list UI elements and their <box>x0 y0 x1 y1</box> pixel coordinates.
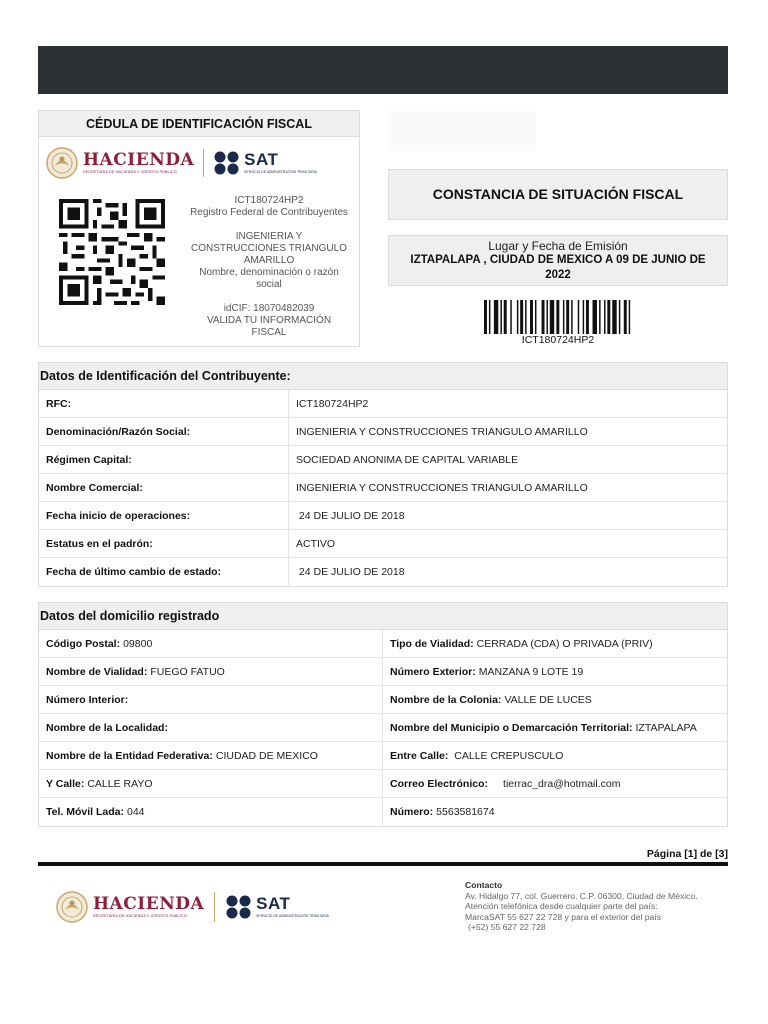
barcode-bar <box>619 300 620 334</box>
cedula-logos <box>45 143 355 183</box>
domicilio-cell-value: 5563581674 <box>436 806 495 818</box>
footer-hacienda-logo <box>55 890 204 924</box>
sat-emblem-icon <box>213 150 241 176</box>
barcode-bar <box>494 300 498 334</box>
contact-line4: (+52) 55 627 22 728 <box>468 922 546 933</box>
barcode-bar <box>530 300 533 334</box>
ident-row <box>39 390 727 418</box>
footer-sat-wordmark: SAT <box>256 894 291 913</box>
domicilio-cell-value: 044 <box>126 806 145 818</box>
cedula-idcif: idCIF: 18070482039 <box>223 303 315 314</box>
domicilio-cell <box>383 658 727 685</box>
contact-heading: Contacto <box>465 880 503 890</box>
domicilio-cell-label: Tipo de Vialidad: <box>390 637 474 650</box>
barcode-bar <box>563 300 564 334</box>
domicilio-cell-value: CALLE RAYO <box>87 777 153 790</box>
cedula-info <box>189 195 349 339</box>
barcode-bar <box>542 300 545 334</box>
contact-line3: MarcaSAT 55 627 22 728 y para el exterior del país <box>465 911 662 922</box>
contact-line1: Av. Hidalgo 77, col. Guerrero, C.P. 06300, Ciudad de México. <box>465 890 698 901</box>
mexico-seal-icon <box>45 146 79 180</box>
barcode-bar <box>517 300 518 334</box>
barcode-bar <box>571 300 572 334</box>
ident-row <box>39 446 727 474</box>
barcode-bar <box>504 300 507 334</box>
cedula-name-caption2: social <box>256 279 282 290</box>
barcode <box>484 300 632 334</box>
footer-sat-logo <box>225 894 329 920</box>
sat-logo <box>213 150 317 176</box>
domicilio-row <box>39 798 727 826</box>
emision-value-line1: IZTAPALAPA , CIUDAD DE MEXICO A 09 DE JUNIO DE <box>410 254 706 266</box>
barcode-bar <box>484 300 487 334</box>
ident-row-value: SOCIEDAD ANONIMA DE CAPITAL VARIABLE <box>296 453 519 466</box>
footer-sat-subtitle: SERVICIO DE ADMINISTRACIÓN TRIBUTARIA <box>256 914 329 918</box>
contact-block <box>465 880 728 933</box>
ident-row-value: ACTIVO <box>296 537 336 550</box>
domicilio-cell-label: Nombre de la Entidad Federativa: <box>46 749 213 762</box>
domicilio-row <box>39 714 727 742</box>
barcode-bar <box>629 300 630 334</box>
ident-row-value: ICT180724HP2 <box>296 397 369 410</box>
domicilio-cell-value: 09800 <box>123 637 153 650</box>
cedula-rfc: ICT180724HP2 <box>234 195 304 206</box>
constancia-title: CONSTANCIA DE SITUACIÓN FISCAL <box>388 169 728 220</box>
domicilio-cell-label: Número Exterior: <box>390 665 476 678</box>
footer-divider <box>38 862 728 866</box>
domicilio-cell-label: Nombre de la Colonia: <box>390 693 502 706</box>
blank-box <box>388 111 536 151</box>
cedula-valida2: FISCAL <box>251 327 287 338</box>
domicilio-row <box>39 630 727 658</box>
ident-row <box>39 418 727 446</box>
emision-box <box>388 235 728 286</box>
barcode-bar <box>550 300 554 334</box>
barcode-bar <box>586 300 589 334</box>
domicilio-cell-label: Entre Calle: <box>390 749 449 762</box>
domicilio-cell-value: IZTAPALAPA <box>635 721 697 734</box>
footer-sat-emblem-icon <box>225 894 253 920</box>
domicilio-row <box>39 686 727 714</box>
domicilio-cell <box>39 770 383 797</box>
footer-mexico-seal-icon <box>55 890 89 924</box>
barcode-bar <box>489 300 490 334</box>
domicilio-cell-label: Código Postal: <box>46 637 121 650</box>
domicilio-cell <box>383 686 727 713</box>
ident-row <box>39 502 727 530</box>
domicilio-cell-value: tierrac_dra@hotmail.com <box>503 777 621 790</box>
domicilio-cell <box>383 630 727 657</box>
barcode-bar <box>520 300 523 334</box>
domicilio-cell-value: CIUDAD DE MEXICO <box>215 749 318 762</box>
identificacion-title: Datos de Identificación del Contribuyente: <box>39 363 727 390</box>
domicilio-row <box>39 742 727 770</box>
emision-value-line2: 2022 <box>545 269 571 281</box>
domicilio-cell-label: Y Calle: <box>46 777 85 790</box>
ident-row <box>39 530 727 558</box>
footer-logo-divider <box>214 892 215 922</box>
barcode-bar <box>583 300 584 334</box>
ident-row <box>39 474 727 502</box>
ident-row-label: Estatus en el padrón: <box>39 530 289 557</box>
ident-row <box>39 558 727 586</box>
footer-hacienda-wordmark: HACIENDA <box>93 894 205 914</box>
ident-row-label: RFC: <box>39 390 289 417</box>
barcode-bar <box>607 300 610 334</box>
logo-divider <box>203 149 204 177</box>
cedula-rfc-caption: Registro Federal de Contribuyentes <box>190 207 348 218</box>
cedula-name-line1: INGENIERIA Y <box>235 231 303 242</box>
barcode-bar <box>546 300 547 334</box>
emision-label: Lugar y Fecha de Emisión <box>488 239 628 253</box>
cedula-valida1: VALIDA TU INFORMACIÓN <box>206 315 332 326</box>
sat-subtitle: SERVICIO DE ADMINISTRACIÓN TRIBUTARIA <box>244 170 317 174</box>
barcode-text: ICT180724HP2 <box>521 334 595 346</box>
domicilio-cell <box>39 658 383 685</box>
domicilio-row <box>39 658 727 686</box>
domicilio-section <box>38 602 728 827</box>
domicilio-cell <box>39 742 383 769</box>
domicilio-row <box>39 770 727 798</box>
domicilio-cell-value: VALLE DE LUCES <box>504 693 592 706</box>
domicilio-cell <box>39 714 383 741</box>
contact-line2: Atención telefónica desde cualquier parte del país: <box>465 901 658 912</box>
footer-hacienda-subtitle: SECRETARÍA DE HACIENDA Y CRÉDITO PÚBLICO <box>93 914 187 918</box>
cedula-card <box>38 110 360 347</box>
barcode-bar <box>578 300 579 334</box>
ident-row-label: Nombre Comercial: <box>39 474 289 501</box>
page-number: Página [1] de [3] <box>646 848 728 860</box>
domicilio-cell <box>383 714 727 741</box>
cedula-name-line3: AMARILLO <box>243 255 295 266</box>
domicilio-cell <box>383 742 727 769</box>
domicilio-cell-label: Número: <box>390 806 434 818</box>
domicilio-cell <box>39 798 383 826</box>
domicilio-cell-label: Nombre de la Localidad: <box>46 721 168 734</box>
cedula-name-line2: CONSTRUCCIONES TRIANGULO <box>191 243 347 254</box>
barcode-bar <box>604 300 605 334</box>
ident-row-label: Fecha de último cambio de estado: <box>39 558 289 586</box>
domicilio-cell-value: FUEGO FATUO <box>150 665 225 678</box>
ident-row-label: Fecha inicio de operaciones: <box>39 502 289 529</box>
hacienda-wordmark: HACIENDA <box>83 150 195 170</box>
ident-row-label: Régimen Capital: <box>39 446 289 473</box>
cedula-name-caption1: Nombre, denominación o razón <box>199 267 339 278</box>
ident-row-value: 24 DE JULIO DE 2018 <box>296 509 405 522</box>
domicilio-cell-label: Nombre de Vialidad: <box>46 665 148 678</box>
barcode-bar <box>556 300 559 334</box>
domicilio-cell-label: Número Interior: <box>46 693 129 706</box>
barcode-bar <box>525 300 526 334</box>
ident-row-value: 24 DE JULIO DE 2018 <box>296 566 405 578</box>
domicilio-cell-value: CALLE CREPUSCULO <box>451 749 564 762</box>
footer-logos <box>55 886 355 928</box>
domicilio-cell-label: Correo Electrónico: <box>390 777 489 790</box>
ident-row-value: INGENIERIA Y CONSTRUCCIONES TRIANGULO AMARILLO <box>296 425 588 438</box>
barcode-bar <box>500 300 501 334</box>
barcode-bar <box>510 300 511 334</box>
barcode-bar <box>566 300 569 334</box>
ident-row-label: Denominación/Razón Social: <box>39 418 289 445</box>
domicilio-cell <box>383 798 727 826</box>
sat-wordmark: SAT <box>244 150 279 169</box>
domicilio-cell-label: Tel. Móvil Lada: <box>46 806 124 818</box>
barcode-bar <box>624 300 627 334</box>
identificacion-section <box>38 362 728 587</box>
domicilio-cell-value: CERRADA (CDA) O PRIVADA (PRIV) <box>476 637 653 650</box>
domicilio-cell-label: Nombre del Municipio o Demarcación Territorial: <box>390 721 633 734</box>
hacienda-subtitle: SECRETARÍA DE HACIENDA Y CRÉDITO PÚBLICO <box>83 170 177 174</box>
header-bar <box>38 46 728 94</box>
barcode-bar <box>593 300 597 334</box>
cedula-title: CÉDULA DE IDENTIFICACIÓN FISCAL <box>39 111 359 137</box>
domicilio-cell <box>39 686 383 713</box>
ident-row-value: INGENIERIA Y CONSTRUCCIONES TRIANGULO AMARILLO <box>296 481 588 494</box>
domicilio-title: Datos del domicilio registrado <box>39 603 727 630</box>
hacienda-logo <box>45 146 194 180</box>
domicilio-cell-value: MANZANA 9 LOTE 19 <box>478 665 584 678</box>
barcode-bar <box>599 300 600 334</box>
barcode-bar <box>535 300 536 334</box>
barcode-bar <box>612 300 616 334</box>
qr-code <box>59 199 165 305</box>
domicilio-cell <box>383 770 727 797</box>
domicilio-cell <box>39 630 383 657</box>
